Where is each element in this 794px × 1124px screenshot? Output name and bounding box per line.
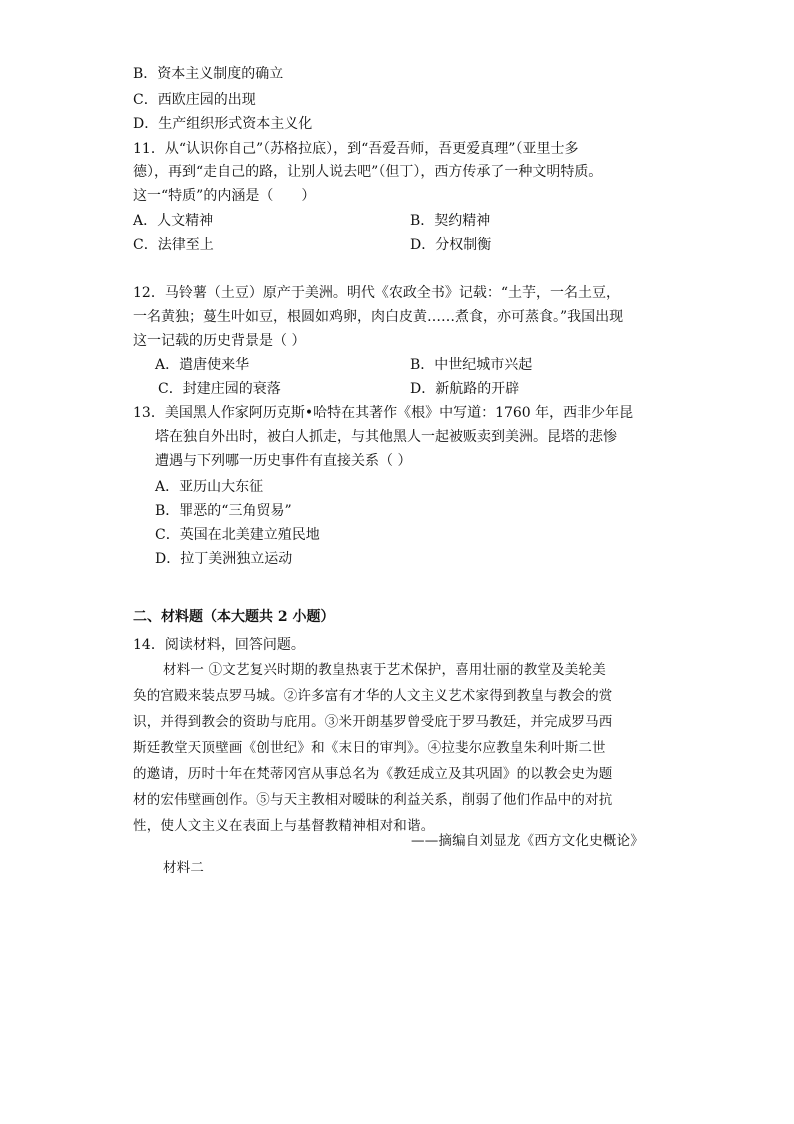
q11-option-a: A．人文精神 — [133, 213, 214, 229]
material-1-line-7: 性，使人文主义在表面上与基督教精神相对和谐。 — [133, 818, 435, 834]
q12-option-c: C．封建庄园的衰落 — [158, 381, 281, 397]
option-b-prev: B．资本主义制度的确立 — [133, 66, 284, 82]
material-1-line-1: 材料一 ①文艺复兴时期的教皇热衷于艺术保护，喜用壮丽的教堂及美轮美 — [163, 662, 606, 678]
material-1-line-2: 奂的宫殿来装点罗马城。②许多富有才华的人文主义艺术家得到教皇与教会的赏 — [133, 688, 613, 704]
section-title-material: 二、材料题（本大题共 2 小题） — [133, 609, 335, 625]
q12-stem-line-2: 一名黄独；蔓生叶如豆，根圆如鸡卵，肉白皮黄……煮食，亦可蒸食。”我国出现 — [133, 309, 624, 325]
material-1-source: ——摘编自刘显龙《西方文化史概论》 — [411, 833, 644, 849]
q12-stem-line-1: 12．马铃薯（土豆）原产于美洲。明代《农政全书》记载：“土芋，一名土豆， — [133, 285, 620, 301]
q11-stem-line-2: 德），再到“走自己的路，让别人说去吧”（但丁），西方传承了一种文明特质。 — [133, 164, 603, 180]
q13-option-a: A．亚历山大东征 — [155, 479, 264, 495]
q11-stem-line-1: 11．从“认识你自己”（苏格拉底），到“吾爱吾师，吾更爱真理”（亚里士多 — [133, 141, 579, 157]
option-d-prev: D．生产组织形式资本主义化 — [133, 116, 313, 132]
q13-stem-line-3: 遭遇与下列哪一历史事件有直接关系（ ） — [155, 453, 412, 469]
q12-option-b: B．中世纪城市兴起 — [410, 357, 533, 373]
material-1-line-5: 的邀请，历时十年在梵蒂冈宫从事总名为《教廷成立及其巩固》的以教会史为题 — [133, 766, 613, 782]
q13-stem-line-1: 13．美国黑人作家阿历克斯•哈特在其著作《根》中写道：1760 年，西非少年昆 — [133, 405, 634, 421]
material-2-label: 材料二 — [163, 860, 205, 876]
q12-option-d: D．新航路的开辟 — [410, 381, 520, 397]
material-1-line-3: 识，并得到教会的资助与庇用。③米开朗基罗曾受庇于罗马教廷，并完成罗马西 — [133, 714, 613, 730]
q12-stem-line-3: 这一记载的历史背景是（ ） — [133, 333, 306, 349]
q11-option-c: C．法律至上 — [133, 237, 214, 253]
q13-option-d: D．拉丁美洲独立运动 — [155, 551, 293, 567]
q13-option-c: C．英国在北美建立殖民地 — [155, 527, 320, 543]
q11-option-d: D．分权制衡 — [410, 237, 492, 253]
q12-option-a: A．遣唐使来华 — [155, 357, 250, 373]
material-1-line-4: 斯廷教堂天顶壁画《创世纪》和《末日的审判》。④拉斐尔应教皇朱利叶斯二世 — [133, 740, 606, 756]
q14-intro: 14．阅读材料，回答问题。 — [133, 637, 305, 653]
option-c-prev: C．西欧庄园的出现 — [133, 92, 256, 108]
q11-option-b: B．契约精神 — [410, 213, 491, 229]
q13-stem-line-2: 塔在独自外出时，被白人抓走，与其他黑人一起被贩卖到美洲。昆塔的悲惨 — [155, 429, 617, 445]
q11-stem-line-3: 这一“特质”的内涵是（ ） — [133, 188, 316, 204]
q13-option-b: B．罪恶的“三角贸易” — [155, 503, 292, 519]
material-1-line-6: 材的宏伟壁画创作。⑤与天主教相对暧昧的利益关系，削弱了他们作品中的对抗 — [133, 792, 613, 808]
